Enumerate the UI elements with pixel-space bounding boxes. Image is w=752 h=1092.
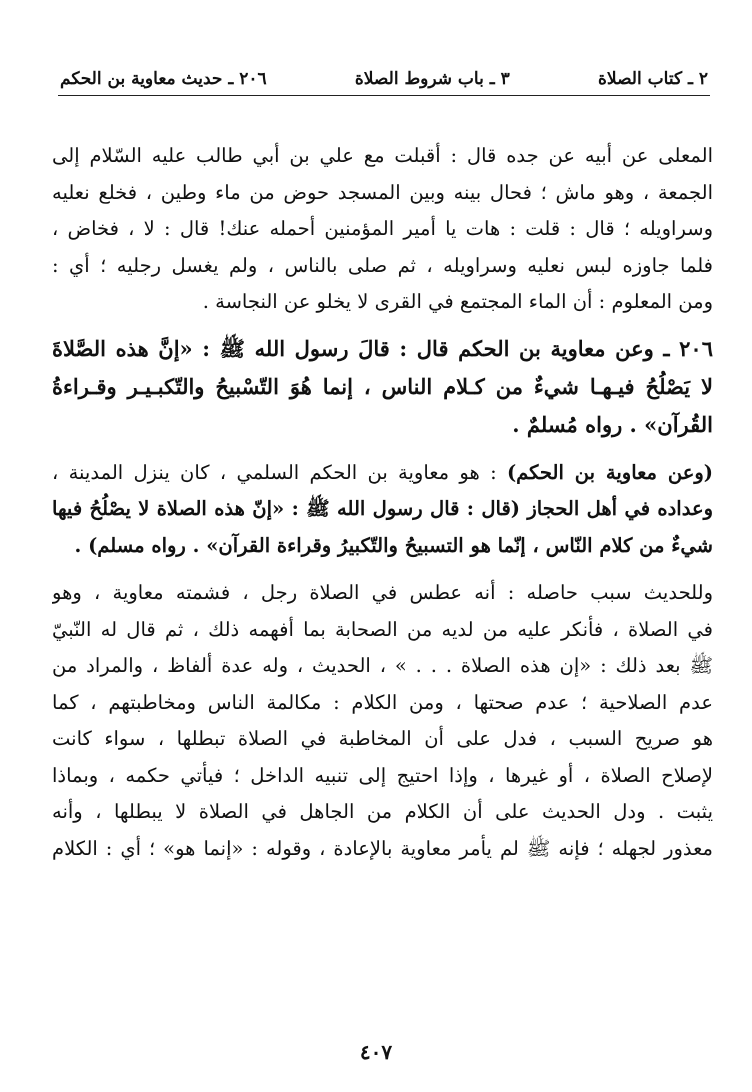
text-line: ﷺ بعد ذلك : «إن هذه الصلاة . . . » ، الحديث ، وله عدة ألفاظ ، والمراد من <box>52 654 713 677</box>
text-line: وللحديث سبب حاصله : أنه عطس في الصلاة رجل ، فشمته معاوية ، وهو <box>52 581 713 604</box>
line-text: : هو معاوية بن الحكم السلمي ، كان ينزل المدينة ، <box>52 460 507 484</box>
text-line: هو صريح السبب ، فدل على أن المخاطبة في الصلاة تبطلها ، سواء كانت <box>52 727 713 750</box>
text-line: ومن المعلوم : أن الماء المجتمع في القرى لا يخلو عن النجاسة . <box>202 290 713 313</box>
text-line: وعداده في أهل الحجاز (قال : قال رسول الله ﷺ : «إنّ هذه الصلاة لا يصْلُحُ فيها <box>52 497 713 520</box>
text-line: المعلى عن أبيه عن جده قال : أقبلت مع علي بن أبي طالب عليه السّلام إلى <box>52 144 713 167</box>
narrator-label: (وعن معاوية بن الحكم) <box>506 460 713 484</box>
hadith-line: ٢٠٦ ـ وعن معاوية بن الحكم قال : قالَ رسول الله ﷺ : «إنَّ هذه الصَّلاةَ <box>52 335 713 361</box>
text-line: فلما جاوزه لبس نعليه وسراويله ، ثم صلى بالناس ، ولم يغسل رجليه ؛ أي : <box>52 253 713 277</box>
running-header <box>60 64 708 94</box>
text-line: عدم الصلاحية ؛ عدم صحتها ، ومن الكلام : مكالمة الناس ومخاطبتهم ، كما <box>52 690 713 714</box>
text-line: وسراويله ؛ قال : قلت : هات يا أمير المؤمنين أحمله عنك! قال : لا ، فخاض ، <box>52 217 713 240</box>
page-number: ٤٠٧ <box>359 1040 393 1064</box>
text-line: شيءٌ من كلام النّاس ، إنّما هو التسبيحُ والتّكبيرُ وقراءة القرآن» . رواه مسلم) . <box>74 533 713 557</box>
header-divider <box>58 95 710 96</box>
text-line: معذور لجهله ؛ فإنه ﷺ لم يأمر معاوية بالإعادة ، وقوله : «إنما هو» ؛ أي : الكلام <box>52 836 713 860</box>
text-line: في الصلاة ، فأنكر عليه من لديه من الصحابة بما أفهمه ذلك ، ثم قال له النّبيّ <box>52 617 713 641</box>
text-line: الجمعة ، وهو ماش ؛ فحال بينه وبين المسجد حوض من ماء وطين ، فخلع نعليه <box>52 180 713 204</box>
hadith-line: لا يَصْلُحُ فيـهـا شيءٌ من كـلام الناس ، إنما هُوَ التّسْبيحُ والتّكبـيـر وقـراءةُ <box>52 373 713 399</box>
explanation-paragraph <box>52 455 713 565</box>
hadith-text <box>52 330 713 444</box>
text-line: لإصلاح الصلاة ، أو غيرها ، وإذا احتيج إلى تنبيه الداخل ؛ فيأتي حكمه ، وبماذا <box>52 763 713 787</box>
page-body <box>52 138 713 867</box>
intro-paragraph <box>52 138 713 321</box>
text-line: يثبت . ودل الحديث على أن الكلام من الجاهل في الصلاة لا يبطلها ، وأنه <box>52 800 713 823</box>
commentary-paragraph <box>52 575 713 867</box>
header-section: ٣ ـ باب شروط الصلاة <box>354 69 510 89</box>
header-book-chapter: ٢ ـ كتاب الصلاة <box>598 69 708 89</box>
header-hadith-ref: ٢٠٦ ـ حديث معاوية بن الحكم <box>60 69 267 89</box>
text-line <box>52 455 713 492</box>
hadith-line: القُرآن» . رواه مُسلمٌ . <box>512 411 713 437</box>
